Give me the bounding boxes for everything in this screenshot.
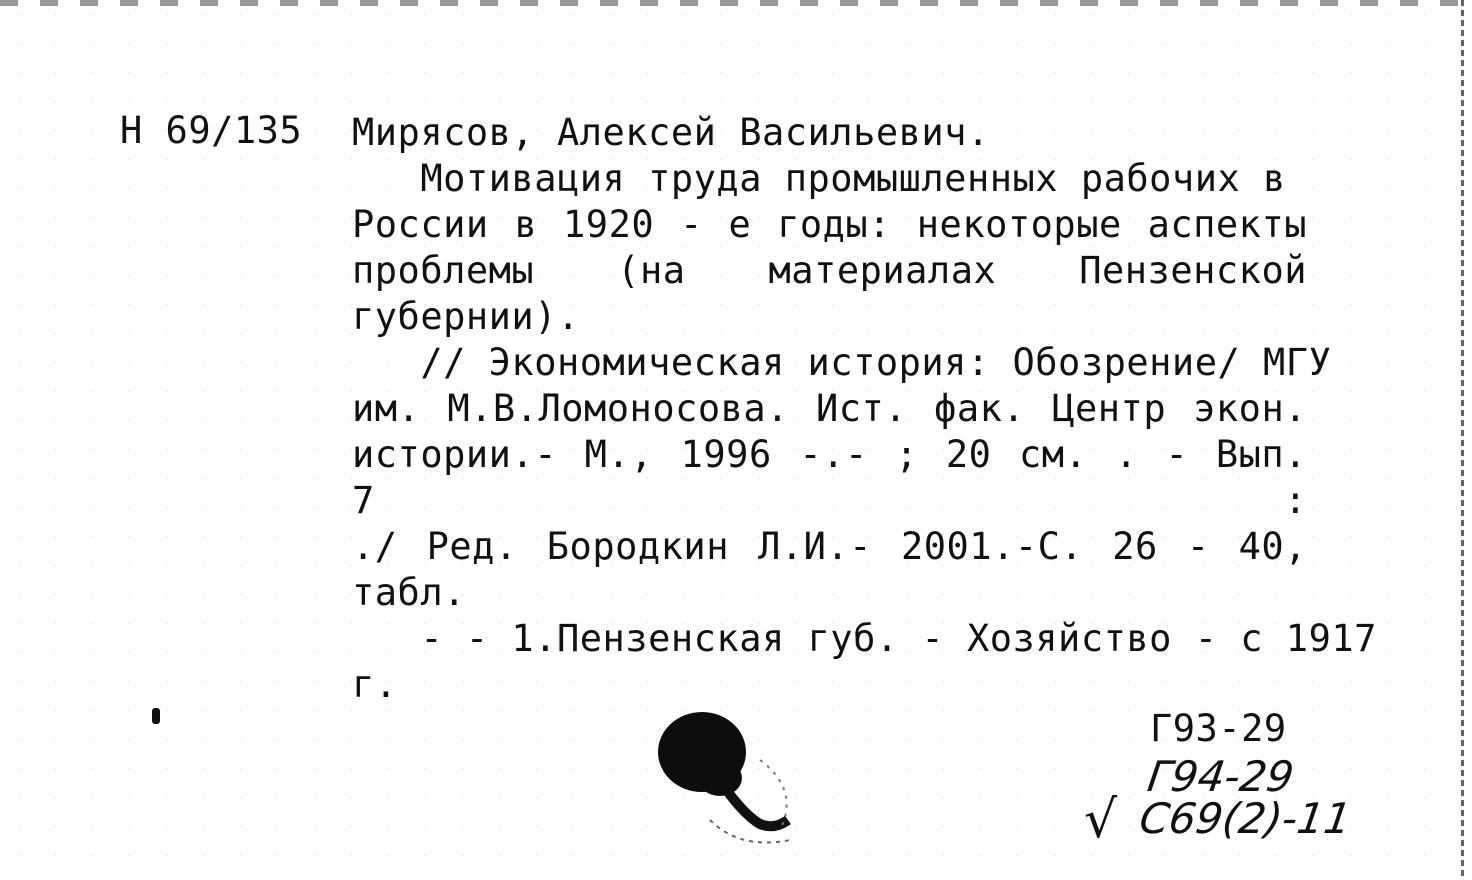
classification-handwritten-1: Г94-29: [1144, 752, 1297, 801]
check-mark: √: [1084, 790, 1118, 850]
classification-handwritten-2: С69(2)-11: [1136, 794, 1355, 843]
ink-stamp-blot: [650, 700, 820, 870]
record-line-3: проблемы (на материалах Пензенской губернии).: [352, 249, 1307, 338]
bibliographic-record: [352, 110, 1377, 708]
record-line-7: ./ Ред. Бородкин Л.И.- 2001.-С. 26 - 40,: [352, 525, 1307, 568]
record-line-9: - - 1.Пензенская губ. - Хозяйство - с 1917: [352, 617, 1377, 660]
record-line-5: им. М.В.Ломоносова. Ист. фак. Центр экон.: [352, 387, 1307, 430]
classification-typed: Г93-29: [1150, 707, 1287, 750]
record-line-2: России в 1920 - е годы: некоторые аспекты: [352, 203, 1307, 246]
record-line-4: // Экономическая история: Обозрение/ МГУ: [352, 341, 1332, 384]
author-heading: Мирясов, Алексей Васильевич.: [352, 111, 990, 154]
record-line-8: табл.: [352, 571, 466, 614]
record-line-1: Мотивация труда промышленных рабочих в: [352, 157, 1286, 200]
shelf-mark: Н 69/135: [120, 109, 303, 152]
card-top-edge: [0, 0, 1472, 6]
card-right-edge: [1461, 0, 1464, 880]
record-line-6: истории.- М., 1996 -.- ; 20 см. . - Вып. 7 :: [352, 433, 1307, 522]
record-line-10: г.: [352, 663, 398, 706]
punch-mark: [152, 708, 160, 724]
